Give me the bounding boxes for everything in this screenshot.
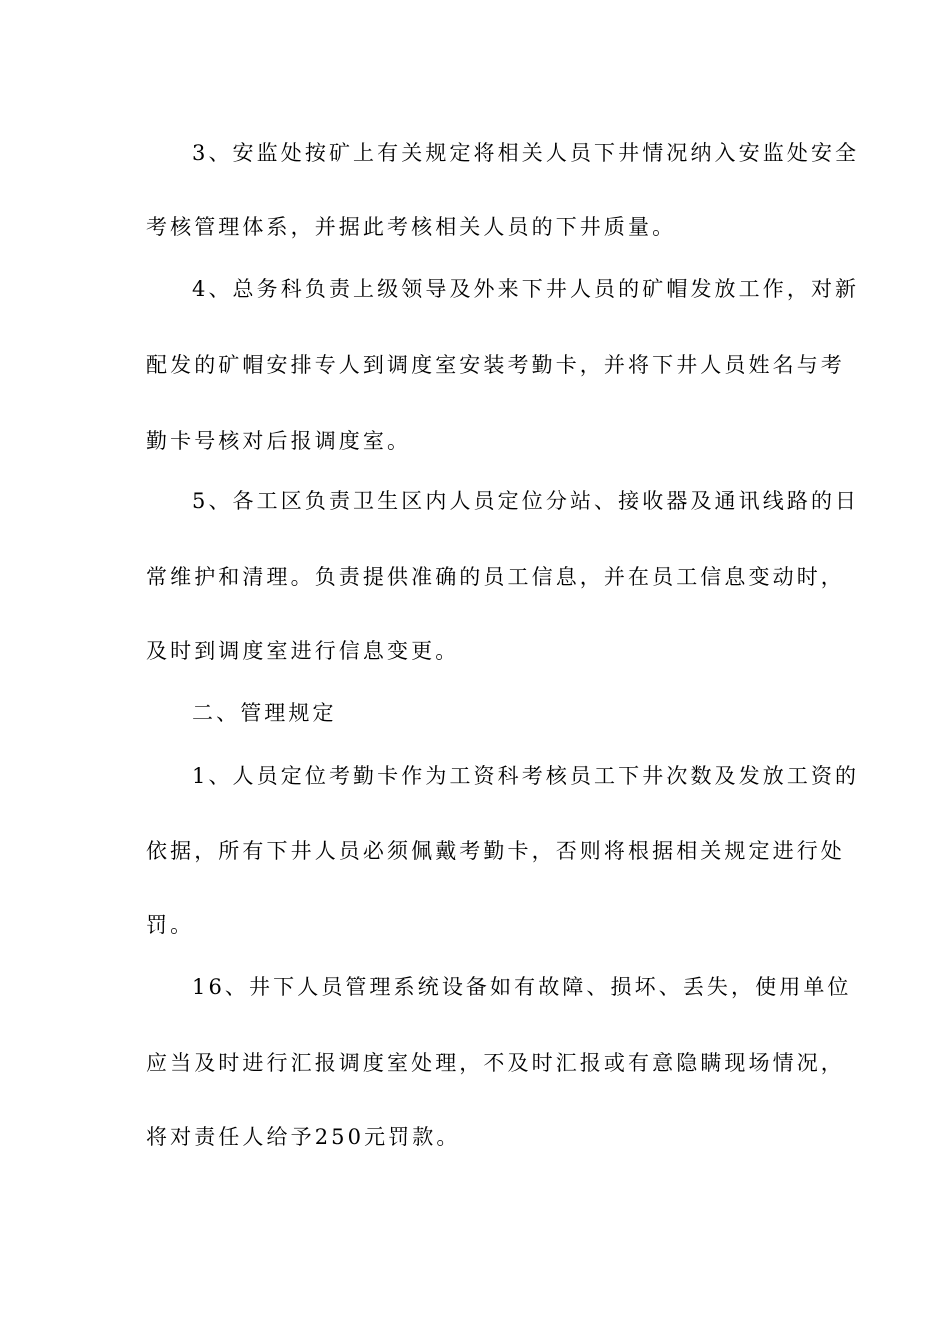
rule-16-line-1: 16、井下人员管理系统设备如有故障、损坏、丢失，使用单位 [192, 975, 852, 999]
rule-16-line-3: 将对责任人给予250元罚款。 [146, 1125, 461, 1149]
section-heading: 二、管理规定 [192, 701, 337, 725]
paragraph-4-line-3: 勤卡号核对后报调度室。 [146, 429, 412, 453]
rule-16-line-2: 应当及时进行汇报调度室处理，不及时汇报或有意隐瞒现场情况， [146, 1051, 845, 1075]
paragraph-3-line-1: 3、安监处按矿上有关规定将相关人员下井情况纳入安监处安全 [192, 141, 860, 165]
rule-1-line-2: 依据，所有下井人员必须佩戴考勤卡，否则将根据相关规定进行处 [146, 839, 845, 863]
paragraph-5-line-3: 及时到调度室进行信息变更。 [146, 639, 460, 663]
paragraph-5-line-1: 5、各工区负责卫生区内人员定位分站、接收器及通讯线路的日 [192, 489, 860, 513]
paragraph-4-line-1: 4、总务科负责上级领导及外来下井人员的矿帽发放工作，对新 [192, 277, 860, 301]
rule-1-line-3: 罚。 [146, 913, 195, 937]
paragraph-5-line-2: 常维护和清理。负责提供准确的员工信息，并在员工信息变动时， [146, 565, 845, 589]
rule-1-line-1: 1、人员定位考勤卡作为工资科考核员工下井次数及发放工资的 [192, 764, 860, 788]
paragraph-3-line-2: 考核管理体系，并据此考核相关人员的下井质量。 [146, 215, 677, 239]
paragraph-4-line-2: 配发的矿帽安排专人到调度室安装考勤卡，并将下井人员姓名与考 [146, 353, 845, 377]
